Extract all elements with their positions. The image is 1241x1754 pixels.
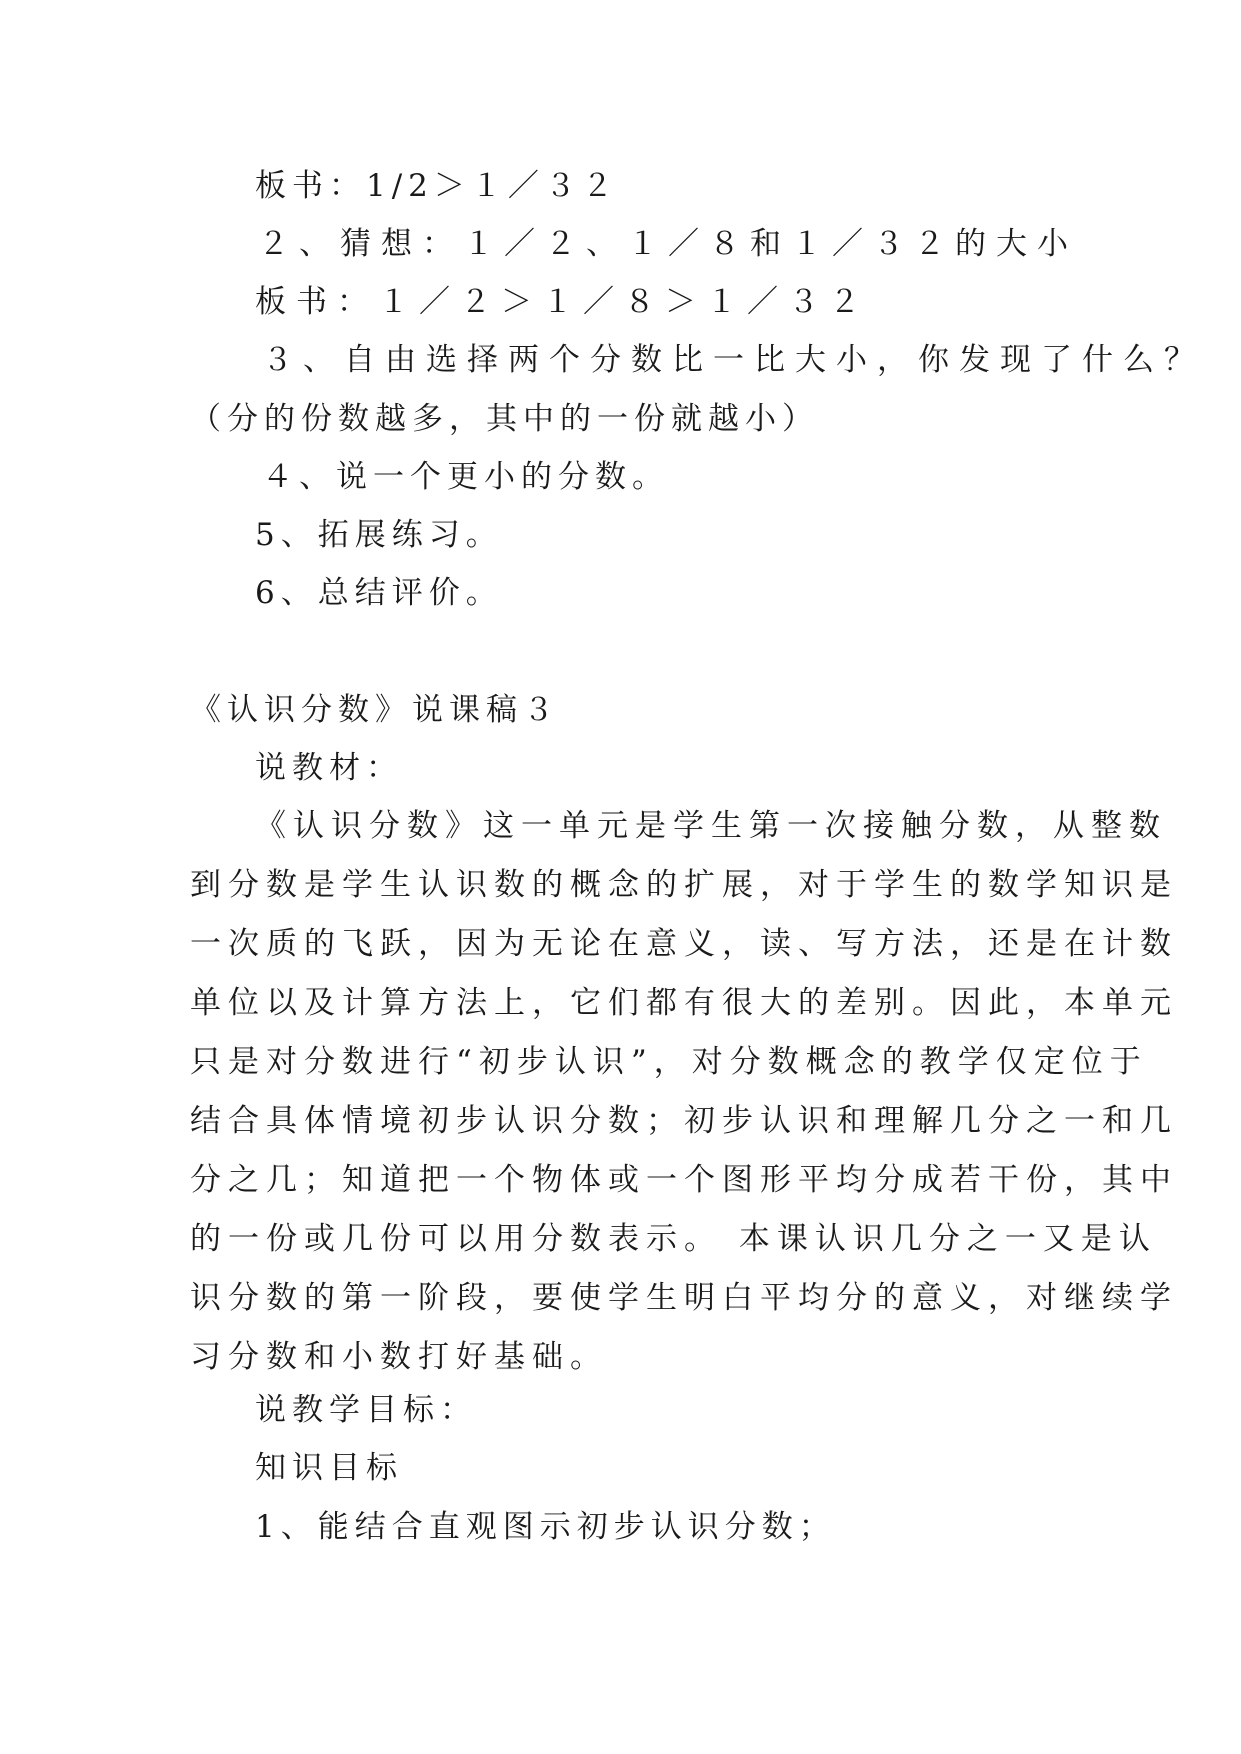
step-6-summary: 6、总结评价。 <box>255 575 503 611</box>
goal-item-1: 1、能结合直观图示初步认识分数； <box>255 1509 836 1545</box>
paragraph-line: 习分数和小数打好基础。 <box>190 1339 608 1375</box>
paragraph-line: 结合具体情境初步认识分数；初步认识和理解几分之一和几 <box>190 1103 1178 1139</box>
step-5-practice: 5、拓展练习。 <box>255 517 503 553</box>
paragraph-line: 只是对分数进行“初步认识”，对分数概念的教学仅定位于 <box>190 1044 1148 1080</box>
heading-teaching-goals: 说教学目标： <box>255 1392 477 1428</box>
section-title: 《认识分数》说课稿３ <box>190 692 560 728</box>
step-2-guess: ２、猜想：１／２、１／８和１／３２的大小 <box>258 226 1078 262</box>
heading-textbook: 说教材： <box>255 750 403 786</box>
paragraph-line: 单位以及计算方法上，它们都有很大的差别。因此，本单元 <box>190 985 1178 1021</box>
board-note-2: 板书：１／２＞１／８＞１／３２ <box>255 284 870 320</box>
paragraph-line: 识分数的第一阶段，要使学生明白平均分的意义，对继续学 <box>190 1280 1178 1316</box>
step-4-smaller-fraction: ４、说一个更小的分数。 <box>262 459 669 495</box>
textbook-paragraph <box>190 797 1178 1387</box>
board-note-1: 板书：1/2＞１／３２ <box>255 168 619 204</box>
paragraph-line: 的一份或几份可以用分数表示。 本课认识几分之一又是认 <box>190 1221 1157 1257</box>
step-3-compare: ３、自由选择两个分数比一比大小，你发现了什么？ <box>262 342 1205 378</box>
paragraph-line: 一次质的飞跃，因为无论在意义，读、写方法，还是在计数 <box>190 926 1178 962</box>
paragraph-line: 《认识分数》这一单元是学生第一次接触分数，从整数 <box>255 808 1167 844</box>
heading-knowledge-goals: 知识目标 <box>255 1450 403 1486</box>
paragraph-line: 到分数是学生认识数的概念的扩展，对于学生的数学知识是 <box>190 867 1178 903</box>
step-3-conclusion: （分的份数越多，其中的一份就越小） <box>190 401 819 437</box>
paragraph-line: 分之几；知道把一个物体或一个图形平均分成若干份，其中 <box>190 1162 1178 1198</box>
